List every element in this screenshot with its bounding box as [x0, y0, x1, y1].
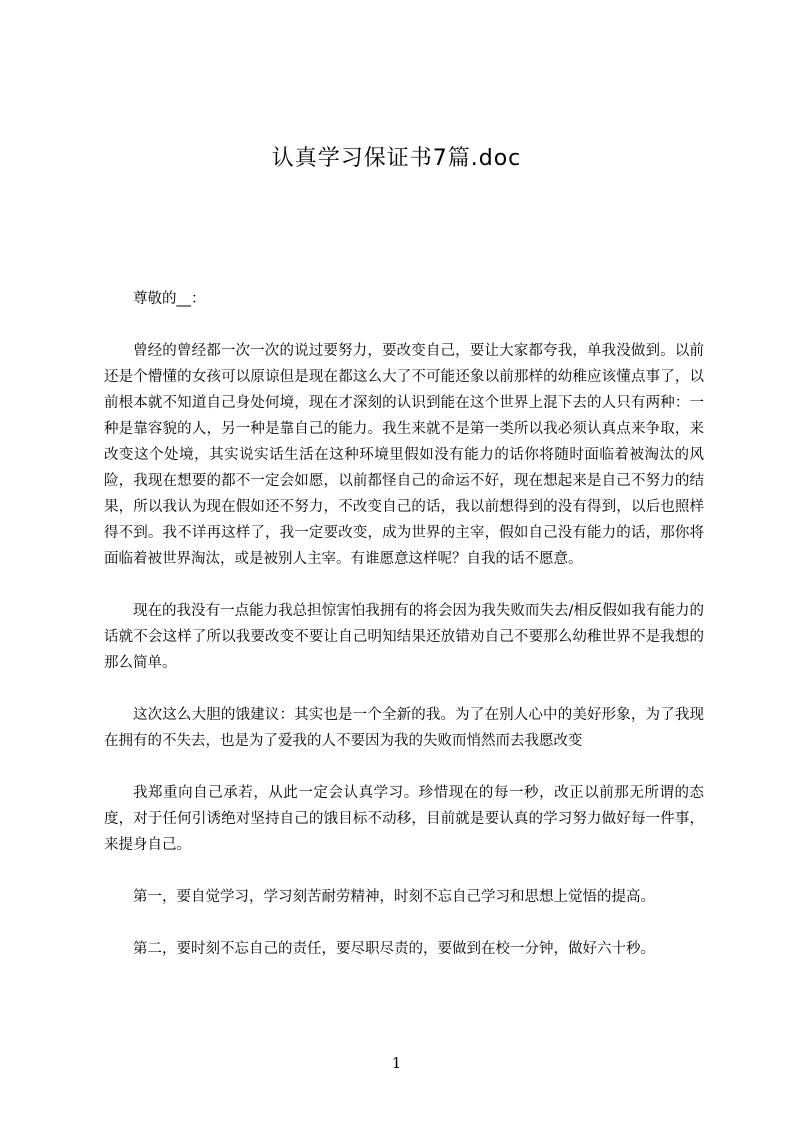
- salutation: 尊敬的__：: [133, 291, 206, 307]
- paragraph-6: 第二，要时刻不忘自己的责任，要尽职尽责的，要做到在校一分钟，做好六十秒。: [133, 941, 655, 957]
- paragraph-4: 我郑重向自己承若，从此一定会认真学习。珍惜现在的每一秒，改正以前那无所谓的态度，对于任何引诱绝对坚持自己的饿目标不动移，目前就是要认真的学习努力做好每一件事，来提身自己。: [104, 785, 704, 853]
- document-title: 认真学习保证书7篇.doc: [271, 146, 522, 171]
- page-number: 1: [391, 1054, 402, 1072]
- document-body: [104, 286, 704, 988]
- paragraph-2: 现在的我没有一点能力我总担惊害怕我拥有的将会因为我失败而失去/相反假如我有能力的话就不会这样了所以我要改变不要让自己明知结果还放错劝自己不要那么幼稚世界不是我想的那么简单。: [104, 603, 704, 671]
- paragraph-3: 这次这么大胆的饿建议：其实也是一个全新的我。为了在别人心中的美好形象，为了我现在拥有的不失去，也是为了爱我的人不要因为我的失败而悄然而去我愿改变: [104, 707, 704, 749]
- paragraph-1: 曾经的曾经都一次一次的说过要努力，要改变自己，要让大家都夸我，单我没做到。以前还是个懵懂的女孩可以原谅但是现在都这么大了不可能还象以前那样的幼稚应该懂点事了，以前根本就不知道自己身处何境，现在才深刻的认识到能在这个世界上混下去的人只有两种：一种是靠容貌的人，另一种是靠自己的能力。我生来就不是第一类所以我必须认真点来争取，来改变这个处境，其实说实话生活在这种环境里假如没有能力的话你将随时面临着被淘汰的风险，我现在想要的都不一定会如愿，以前都怪自己的命运不好，现在想起来是自己不努力的结果，所以我认为现在假如还不努力，不改变自己的话，我以前想得到的没有得到，以后也照样得不到。我不详再这样了，我一定要改变，成为世界的主宰，假如自己没有能力的话，那你将面临着被世界淘汰，或是被别人主宰。有谁愿意这样呢？自我的话不愿意。: [104, 343, 704, 567]
- paragraph-5: 第一，要自觉学习，学习刻苦耐劳精神，时刻不忘自己学习和思想上觉悟的提高。: [133, 889, 655, 905]
